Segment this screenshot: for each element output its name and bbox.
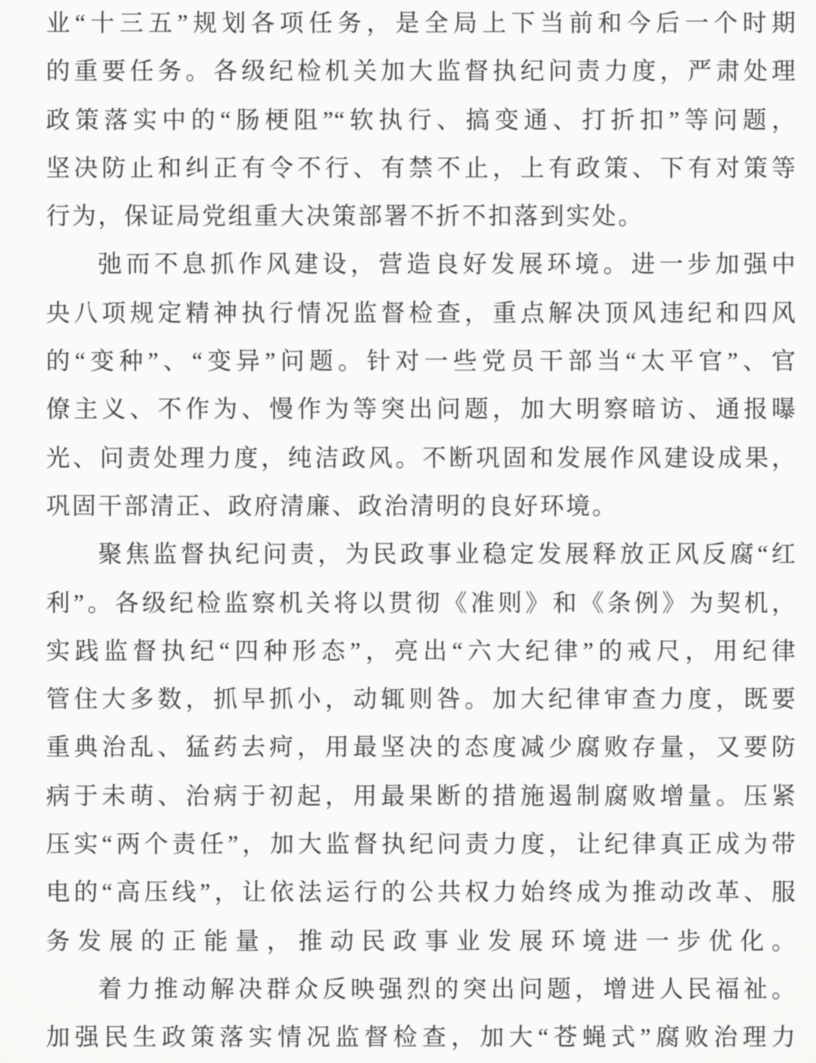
paragraph-1: [46, 0, 796, 241]
paragraph-2: [46, 241, 796, 531]
paragraph-3: [46, 531, 796, 966]
text-line: 坚决防止和纠正有令不行、有禁不止，上有政策、下有对策等: [46, 155, 796, 182]
text-line: 的“变种”、“变异”问题。针对一些党员干部当“太平官”、官: [46, 349, 796, 376]
paragraph-4: [46, 966, 796, 1063]
text-line: 压实“两个责任”，加大监督执纪问责力度，让纪律真正成为带: [46, 832, 796, 859]
text-line: 着力推动解决群众反映强烈的突出问题，增进人民福祉。: [98, 976, 796, 1003]
text-line: 电的“高压线”，让依法运行的公共权力始终成为推动改革、服: [46, 880, 796, 907]
text-line: 央八项规定精神执行情况监督检查，重点解决顶风违纪和四风: [46, 300, 796, 327]
text-line: 务发展的正能量，推动民政事业发展环境进一步优化。: [46, 928, 796, 955]
text-line: 病于未萌、治病于初起，用最果断的措施遏制腐败增量。压紧: [46, 783, 796, 810]
text-line: 聚焦监督执纪问责，为民政事业稳定发展释放正风反腐“红: [98, 542, 796, 569]
text-line: 管住大多数，抓早抓小，动辄则咎。加大纪律审查力度，既要: [46, 687, 796, 714]
text-line: 行为，保证局党组重大决策部署不折不扣落到实处。: [46, 204, 644, 231]
text-line: 巩固干部清正、政府清廉、政治清明的良好环境。: [46, 493, 618, 520]
text-line: 加强民生政策落实情况监督检查，加大“苍蝇式”腐败治理力: [46, 1025, 796, 1052]
text-line: 重典治乱、猛药去疴，用最坚决的态度减少腐败存量，又要防: [46, 735, 796, 762]
text-line: 僚主义、不作为、慢作为等突出问题，加大明察暗访、通报曝: [46, 397, 796, 424]
text-line: 利”。各级纪检监察机关将以贯彻《准则》和《条例》为契机，: [46, 590, 796, 617]
text-line: 实践监督执纪“四种形态”，亮出“六大纪律”的戒尺，用纪律: [46, 638, 796, 665]
text-line: 弛而不息抓作风建设，营造良好发展环境。进一步加强中: [98, 252, 796, 279]
text-line: 光、问责处理力度，纯洁政风。不断巩固和发展作风建设成果，: [46, 445, 796, 472]
text-line: 的重要任务。各级纪检机关加大监督执纪问责力度，严肃处理: [46, 59, 796, 86]
text-line: 业“十三五”规划各项任务，是全局上下当前和今后一个时期: [46, 11, 796, 37]
text-line: 政策落实中的“肠梗阻”“软执行、搞变通、打折扣”等问题，: [46, 107, 796, 134]
page-text-block: [46, 0, 796, 1063]
